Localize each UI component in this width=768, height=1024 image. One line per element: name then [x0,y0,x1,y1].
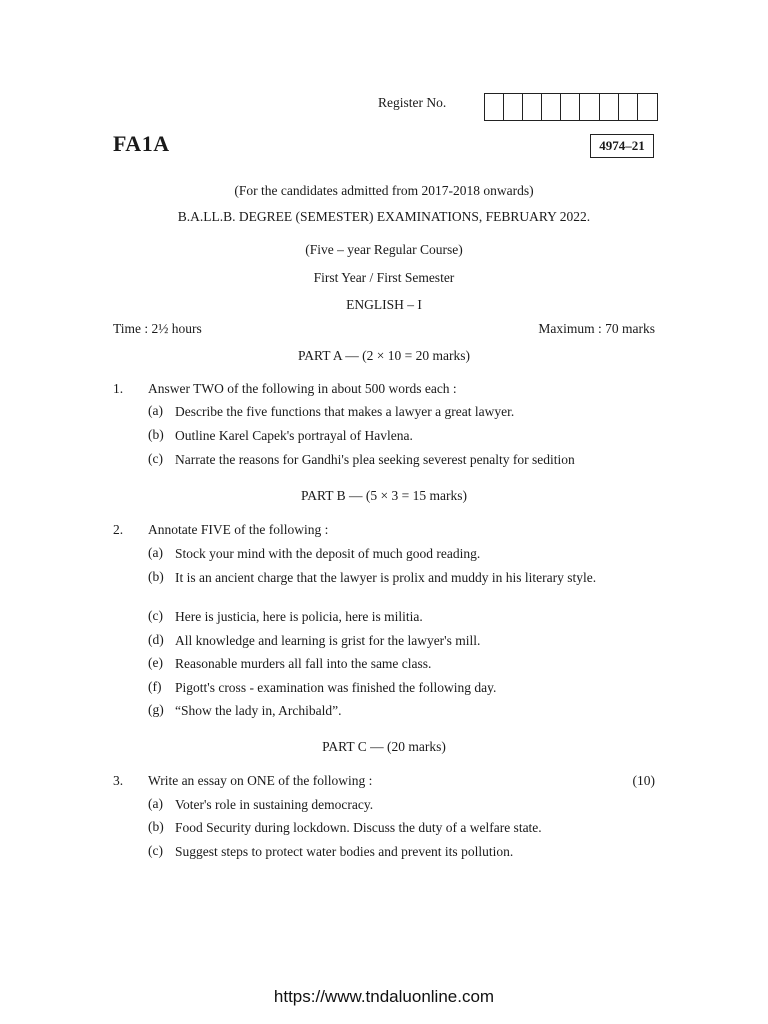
question-number: 1. [113,381,124,396]
question-option [148,655,660,673]
question-option [148,679,660,697]
question-number: 2. [113,522,124,537]
register-digit-box[interactable] [485,94,504,120]
option-label: (c) [148,843,163,858]
option-label: (b) [148,569,164,584]
option-text: Narrate the reasons for Gandhi's plea seeking severest penalty for sedition [175,452,575,467]
question-option [148,608,660,626]
time-allowed: Time : 2½ hours [113,321,202,336]
register-digit-box[interactable] [523,94,542,120]
option-text: All knowledge and learning is grist for the lawyer's mill. [175,633,481,648]
subject-name: ENGLISH – I [346,297,422,312]
part-c-heading: PART C — (20 marks) [322,739,446,754]
option-text: Outline Karel Capek's portrayal of Havlena. [175,428,413,443]
question-instruction: Annotate FIVE of the following : [148,522,329,537]
option-label: (e) [148,655,163,670]
register-number-label: Register No. [378,95,447,110]
register-number-boxes[interactable] [484,93,658,121]
exam-title: B.A.LL.B. DEGREE (SEMESTER) EXAMINATIONS, FEBRUARY 2022. [177,209,591,224]
register-digit-box[interactable] [600,94,619,120]
subject-code: FA1A [113,131,170,156]
option-label: (a) [148,796,163,811]
footer-url[interactable]: https://www.tndaluonline.com [273,987,495,1006]
option-label: (c) [148,608,163,623]
option-text: It is an ancient charge that the lawyer is prolix and muddy in his literary style. [175,570,597,585]
option-label: (b) [148,819,164,834]
register-digit-box[interactable] [619,94,638,120]
part-a-heading: PART A — (2 × 10 = 20 marks) [298,348,470,363]
option-label: (a) [148,403,163,418]
question-number: 3. [113,773,124,788]
option-label: (b) [148,427,164,442]
maximum-marks: Maximum : 70 marks [538,321,655,336]
question-option [148,843,660,861]
question-option [148,427,660,445]
option-label: (d) [148,632,164,647]
question-option [148,451,660,469]
option-label: (c) [148,451,163,466]
question-option [148,545,660,563]
question-option [148,632,660,650]
register-digit-box[interactable] [580,94,599,120]
register-digit-box[interactable] [504,94,523,120]
register-digit-box[interactable] [561,94,580,120]
register-digit-box[interactable] [542,94,561,120]
admission-note: (For the candidates admitted from 2017-2018 onwards) [234,183,534,198]
course-type: (Five – year Regular Course) [305,242,463,257]
paper-code-box [590,134,654,158]
question-option [148,819,660,837]
paper-code: 4974–21 [599,138,645,153]
option-text: Voter's role in sustaining democracy. [175,797,374,812]
question-option [148,796,660,814]
part-b-heading: PART B — (5 × 3 = 15 marks) [301,488,467,503]
option-label: (f) [148,679,162,694]
year-semester: First Year / First Semester [313,270,455,285]
option-text: Food Security during lockdown. Discuss the duty of a welfare state. [175,820,542,835]
question-option [148,569,660,587]
option-text: Here is justicia, here is policia, here is militia. [175,609,423,624]
question-marks: (10) [632,773,655,788]
option-text: Suggest steps to protect water bodies and prevent its pollution. [175,844,514,859]
option-text: Pigott's cross - examination was finished the following day. [175,680,497,695]
question-instruction: Write an essay on ONE of the following : [148,773,373,788]
option-text: Reasonable murders all fall into the same class. [175,656,432,671]
question-option [148,403,660,421]
option-text: “Show the lady in, Archibald”. [175,703,342,718]
question-option [148,702,660,720]
option-text: Describe the five functions that makes a lawyer a great lawyer. [175,404,515,419]
option-label: (g) [148,702,164,717]
register-digit-box[interactable] [638,94,657,120]
option-text: Stock your mind with the deposit of much good reading. [175,546,481,561]
question-instruction: Answer TWO of the following in about 500 words each : [148,381,457,396]
option-label: (a) [148,545,163,560]
